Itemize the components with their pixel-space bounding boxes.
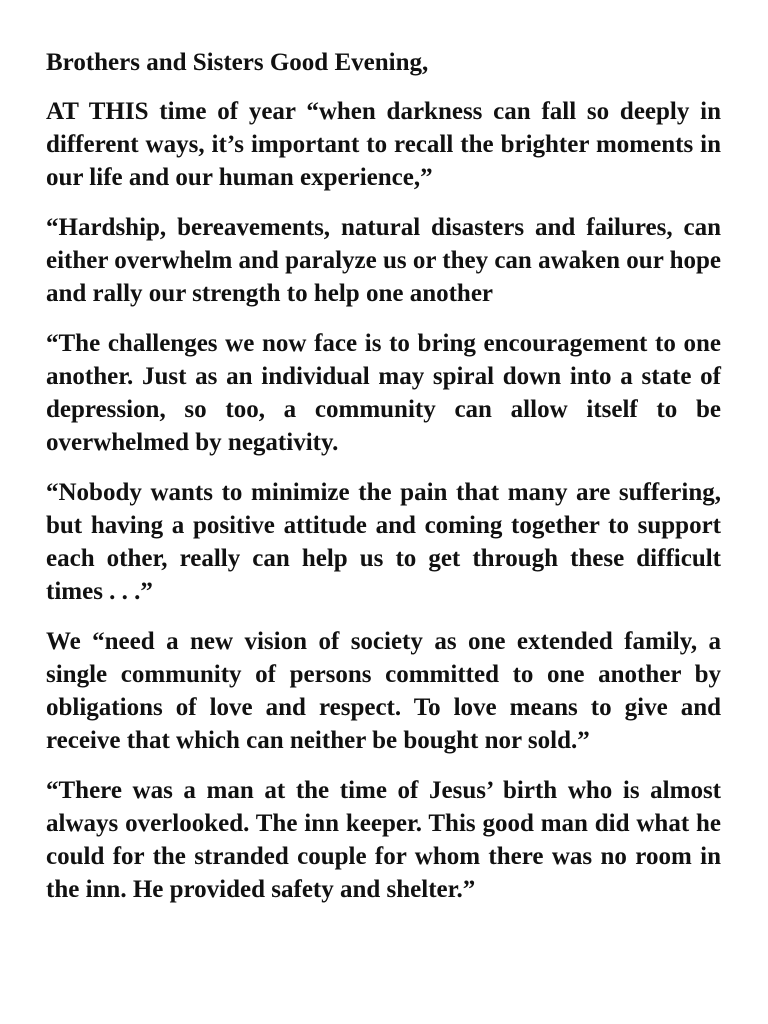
paragraph: “There was a man at the time of Jesus’ birth who is almost always overlooked. The inn keeper. This good man did what he could for the stranded couple for whom there was no room in the inn. He provided safety and shelter.” [46, 777, 721, 903]
paragraph: We “need a new vision of society as one extended family, a single community of persons committed to one another by obligations of love and respect. To love means to give and receive that which can neither be bought nor sold.” [46, 628, 721, 754]
paragraph: “The challenges we now face is to bring encouragement to one another. Just as an individual may spiral down into a state of depression, so too, a community can allow itself to be overwhelmed by negativity. [46, 330, 721, 456]
greeting-line: Brothers and Sisters Good Evening, [46, 49, 429, 76]
paragraph: “Nobody wants to minimize the pain that many are suffering, but having a positive attitude and coming together to support each other, really can help us to get through these difficult times . . .” [46, 479, 721, 605]
paragraph: AT THIS time of year “when darkness can fall so deeply in different ways, it’s important to recall the brighter moments in our life and our human experience,” [46, 98, 721, 191]
paragraph: “Hardship, bereavements, natural disasters and failures, can either overwhelm and paralyze us or they can awaken our hope and rally our strength to help one another [46, 214, 721, 307]
document-page [46, 46, 721, 923]
